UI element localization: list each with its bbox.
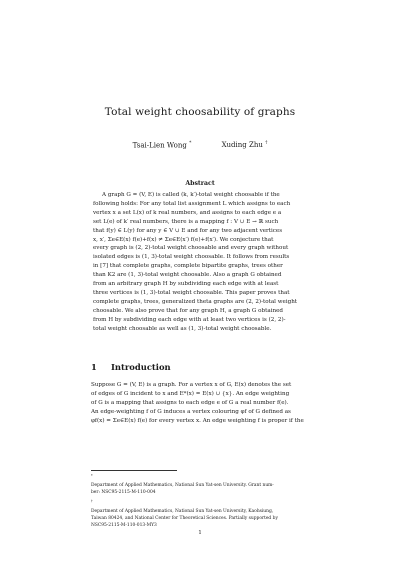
author-2-name: Xuding Zhu [221, 141, 263, 150]
section-number: 1 [91, 362, 97, 372]
footnote-1-line-1: Department of Applied Mathematics, National Sun Yat-sen University. Grant num- [91, 483, 274, 489]
abstract-text [93, 191, 307, 334]
author-1 [133, 141, 192, 149]
page-number: 1 [198, 530, 202, 536]
footnote-1 [91, 473, 310, 496]
footnote-1-line-2: ber: NSC95-2115-M-110-004 [91, 490, 156, 496]
section-heading [91, 362, 171, 372]
author-2 [222, 141, 268, 149]
abstract-line: every graph is (2, 2)-total weight choosable and every graph without [93, 245, 289, 252]
abstract-line: vertex x a set L(x) of k real numbers, and assigns to each edge e a [93, 209, 282, 216]
footnote-line [91, 498, 310, 514]
footnote-rule [91, 470, 177, 471]
abstract-line: following holds: For any total list assignment L which assigns to each [93, 200, 291, 207]
abstract-line: choosable. We also prove that for any graph H, a graph G obtained [93, 307, 283, 314]
footnote-2-line-3: NSC95-2115-M-110-013-MY3 [91, 522, 157, 528]
author-1-mark: * [189, 141, 192, 146]
section-title: Introduction [111, 362, 171, 372]
footnote-2 [91, 498, 310, 528]
footnote-2-line-1: Department of Applied Mathematics, National Sun Yat-sen University, Kaohsiung, [91, 508, 274, 514]
author-1-name: Tsai-Lien Wong [132, 141, 187, 150]
abstract-line: from an arbitrary graph H by subdividing each edge with at least [93, 281, 279, 288]
abstract-line: in [7] that complete graphs, complete bipartite graphs, trees other [93, 263, 283, 270]
abstract-line: x, x′, Σe∈E(x) f(e)+f(x) ≠ Σe∈E(x′) f(e)+f(x′). We conjecture that [93, 236, 274, 243]
footnote-line [91, 473, 310, 489]
body-line: An edge-weighting f of G induces a vertex colouring φf of G defined as [91, 408, 291, 415]
abstract-line: set L(e) of k′ real numbers, there is a mapping f : V ∪ E → ℝ such [93, 218, 279, 225]
abstract-line: than K2 are (1, 3)-total weight choosable. Also a graph G obtained [93, 272, 282, 279]
abstract-line: that f(y) ∈ L(y) for any y ∈ V ∪ E and for any two adjacent vertices [93, 227, 283, 234]
abstract-line: complete graphs, trees, generalized theta graphs are (2, 2)-total weight [93, 298, 298, 305]
footnotes [91, 473, 310, 529]
abstract-line: total weight choosable as well as (1, 3)-total weight choosable. [93, 325, 272, 332]
body-line: of G is a mapping that assigns to each edge e of G a real number f(e). [91, 399, 289, 406]
author-list [0, 141, 400, 149]
body-text [91, 381, 310, 426]
footnote-1-mark: * [91, 474, 93, 478]
footnote-2-mark: † [91, 499, 93, 504]
abstract-line: from H by subdividing each edge with at least two vertices is (2, 2)- [93, 316, 286, 323]
body-line: φf(x) = Σe∈E(x) f(e) for every vertex x. An edge weighting f is proper if the [91, 417, 304, 424]
body-line: Suppose G = (V, E) is a graph. For a vertex x of G, E(x) denotes the set [91, 382, 292, 388]
author-2-mark: † [265, 141, 268, 146]
abstract-line: three vertices is (1, 3)-total weight choosable. This paper proves that [93, 289, 290, 296]
abstract-line: A graph G = (V, E) is called (k, k′)-total weight choosable if the [102, 192, 280, 198]
footnote-2-line-2: Taiwan 80424, and National Center for Theoretical Sciences. Partially supported by [91, 515, 278, 521]
body-line: of edges of G incident to x and E*(x) = E(x) ∪ {x}. An edge weighting [91, 390, 290, 397]
abstract-line: isolated edges is (1, 3)-total weight choosable. It follows from results [93, 254, 290, 261]
abstract-heading: Abstract [185, 180, 215, 187]
paper-title: Total weight choosability of graphs [104, 106, 296, 118]
